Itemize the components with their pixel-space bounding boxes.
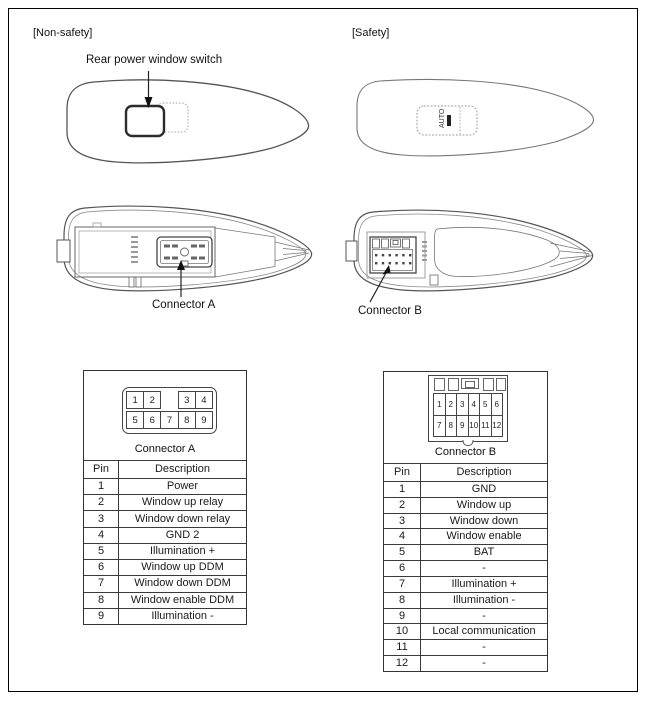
pin-description-cell: Illumination - bbox=[151, 609, 214, 622]
table-row bbox=[384, 497, 547, 513]
table-row bbox=[84, 478, 246, 494]
switch-indicator-bar bbox=[447, 115, 451, 126]
pin-cell bbox=[160, 391, 178, 409]
table-row bbox=[384, 528, 547, 544]
connector-a-table bbox=[83, 370, 247, 625]
pin-cell: 10 bbox=[468, 415, 481, 438]
connector-b-title: Connector B bbox=[434, 446, 497, 458]
table-row bbox=[84, 527, 246, 543]
pin-row bbox=[126, 411, 213, 429]
pin-number-cell: 1 bbox=[84, 479, 119, 494]
pin-description-cell: Illumination - bbox=[452, 593, 516, 606]
pin-cell: 12 bbox=[491, 415, 504, 438]
table-row bbox=[384, 623, 547, 639]
pin-cell: 8 bbox=[445, 415, 458, 438]
pin-description-cell: - bbox=[482, 641, 486, 654]
pin-cell: 2 bbox=[445, 393, 458, 416]
latch-window bbox=[465, 381, 475, 388]
pin-number-cell: 2 bbox=[84, 495, 119, 510]
connector-tab bbox=[448, 378, 459, 391]
pin-number-cell: 6 bbox=[84, 560, 119, 575]
table-row bbox=[384, 544, 547, 560]
connector-b-table bbox=[383, 371, 548, 672]
pin-description-cell: Illumination + bbox=[149, 544, 216, 557]
rib-lines bbox=[215, 228, 309, 277]
safety-section-label: [Safety] bbox=[352, 27, 390, 39]
pin-number-cell: 9 bbox=[384, 609, 421, 624]
part-number-label bbox=[131, 236, 138, 263]
pin-number-cell: 9 bbox=[84, 609, 119, 624]
pin-number-cell: 11 bbox=[384, 640, 421, 655]
description-column-header: Description bbox=[154, 463, 211, 475]
pin-number-cell: 8 bbox=[384, 593, 421, 608]
door-panel-outline bbox=[357, 79, 594, 155]
pin-description-cell: Window down bbox=[449, 514, 519, 527]
pin-cell: 5 bbox=[126, 411, 144, 429]
table-row bbox=[384, 560, 547, 576]
pin-cell: 7 bbox=[433, 415, 446, 438]
connector-a-diagram-zone bbox=[84, 371, 246, 460]
pin-description-cell: Window up relay bbox=[141, 496, 224, 509]
pin-cell: 6 bbox=[143, 411, 161, 429]
connector-b-pin-diagram bbox=[428, 375, 508, 442]
arrow-to-switch-icon bbox=[145, 71, 153, 108]
table-row bbox=[84, 592, 246, 608]
connector-a bbox=[157, 237, 212, 267]
pin-cell: 1 bbox=[433, 393, 446, 416]
pin-number-cell: 12 bbox=[384, 656, 421, 671]
pin-description-cell: - bbox=[482, 657, 486, 670]
auto-switch-text: AUTO bbox=[439, 108, 446, 128]
pin-column-header: Pin bbox=[84, 461, 119, 478]
pin-number-cell: 8 bbox=[84, 593, 119, 608]
pin-cell: 4 bbox=[195, 391, 213, 409]
connector-b-rows bbox=[384, 481, 547, 671]
table-header-row bbox=[384, 463, 547, 481]
connector-a-callout: Connector A bbox=[152, 299, 216, 311]
table-row bbox=[384, 481, 547, 497]
pin-description-cell: BAT bbox=[473, 546, 495, 559]
nonsafety-switch-front-diagram bbox=[60, 70, 325, 175]
pin-description-cell: Window down relay bbox=[134, 512, 231, 525]
pin-column-header: Pin bbox=[384, 464, 421, 481]
table-row bbox=[84, 510, 246, 526]
pin-description-cell: GND 2 bbox=[165, 528, 200, 541]
table-row bbox=[84, 494, 246, 510]
pin-description-cell: GND bbox=[471, 482, 497, 495]
pin-description-cell: Window up DDM bbox=[141, 561, 224, 574]
pin-description-cell: Illumination + bbox=[451, 577, 517, 590]
connector-tab bbox=[496, 378, 506, 391]
pin-row bbox=[126, 391, 213, 409]
table-row bbox=[84, 559, 246, 575]
pin-cell: 11 bbox=[479, 415, 492, 438]
side-mount-tab bbox=[57, 240, 70, 262]
table-header-row bbox=[84, 460, 246, 478]
pin-cell: 2 bbox=[143, 391, 161, 409]
connector-b-pin-grid bbox=[433, 393, 503, 437]
rear-power-window-switch-label: Rear power window switch bbox=[86, 54, 223, 66]
connector-b-diagram-zone bbox=[384, 372, 547, 463]
table-row bbox=[384, 639, 547, 655]
pin-number-cell: 7 bbox=[384, 577, 421, 592]
bottom-tab bbox=[430, 275, 438, 285]
pin-number-cell: 3 bbox=[384, 514, 421, 529]
pin-cell: 5 bbox=[479, 393, 492, 416]
pin-number-cell: 3 bbox=[84, 511, 119, 526]
connector-a-rows bbox=[84, 478, 246, 624]
rear-window-switch bbox=[126, 106, 164, 136]
table-row bbox=[384, 655, 547, 671]
pin-cell: 3 bbox=[178, 391, 196, 409]
pin-description-cell: - bbox=[482, 609, 486, 622]
pin-number-cell: 1 bbox=[384, 482, 421, 497]
pin-number-cell: 10 bbox=[384, 624, 421, 639]
table-row bbox=[84, 575, 246, 591]
pin-cell: 3 bbox=[456, 393, 469, 416]
pin-row bbox=[433, 415, 503, 438]
pin-cell: 7 bbox=[160, 411, 178, 429]
side-mount-tab bbox=[346, 241, 357, 261]
description-column-header: Description bbox=[456, 466, 512, 478]
safety-switch-front-diagram bbox=[348, 75, 605, 167]
part-number-label bbox=[422, 241, 427, 261]
pin-number-cell: 4 bbox=[384, 529, 421, 544]
table-row bbox=[384, 513, 547, 529]
table-row bbox=[384, 576, 547, 592]
pin-description-cell: Window down DDM bbox=[134, 577, 231, 590]
pin-description-cell: Window up bbox=[456, 498, 512, 511]
table-row bbox=[384, 608, 547, 624]
connector-tab bbox=[434, 378, 445, 391]
pin-cell: 9 bbox=[195, 411, 213, 429]
connector-tab bbox=[483, 378, 494, 391]
top-clip bbox=[93, 223, 101, 227]
safety-switch-back-diagram bbox=[345, 205, 605, 305]
connector-a-pin-diagram bbox=[122, 387, 217, 434]
pin-description-cell: Local communication bbox=[432, 625, 536, 638]
connector-b-callout: Connector B bbox=[358, 305, 422, 317]
pin-number-cell: 6 bbox=[384, 561, 421, 576]
pin-cell: 6 bbox=[491, 393, 504, 416]
pin-number-cell: 5 bbox=[84, 544, 119, 559]
pin-description-cell: Window enable DDM bbox=[130, 593, 235, 606]
nonsafety-section-label: [Non-safety] bbox=[33, 27, 93, 39]
connector-a-title: Connector A bbox=[134, 443, 196, 455]
door-panel-outline bbox=[67, 80, 309, 163]
pin-row bbox=[433, 393, 503, 416]
pin-description-cell: Window enable bbox=[446, 530, 522, 543]
pin-description-cell: - bbox=[482, 562, 486, 575]
pin-cell: 1 bbox=[126, 391, 144, 409]
pin-description-cell: Power bbox=[166, 480, 199, 493]
connector-latch bbox=[461, 378, 479, 389]
pin-number-cell: 7 bbox=[84, 576, 119, 591]
inner-plate bbox=[435, 227, 560, 276]
pin-cell: 8 bbox=[178, 411, 196, 429]
pin-cell: 9 bbox=[456, 415, 469, 438]
bottom-tabs bbox=[129, 277, 141, 287]
nonsafety-switch-back-diagram bbox=[55, 200, 325, 302]
table-row bbox=[84, 543, 246, 559]
pin-number-cell: 4 bbox=[84, 528, 119, 543]
pin-cell: 4 bbox=[468, 393, 481, 416]
table-row bbox=[84, 608, 246, 624]
pin-number-cell: 5 bbox=[384, 545, 421, 560]
pin-number-cell: 2 bbox=[384, 498, 421, 513]
connector-b bbox=[370, 237, 416, 273]
table-row bbox=[384, 592, 547, 608]
